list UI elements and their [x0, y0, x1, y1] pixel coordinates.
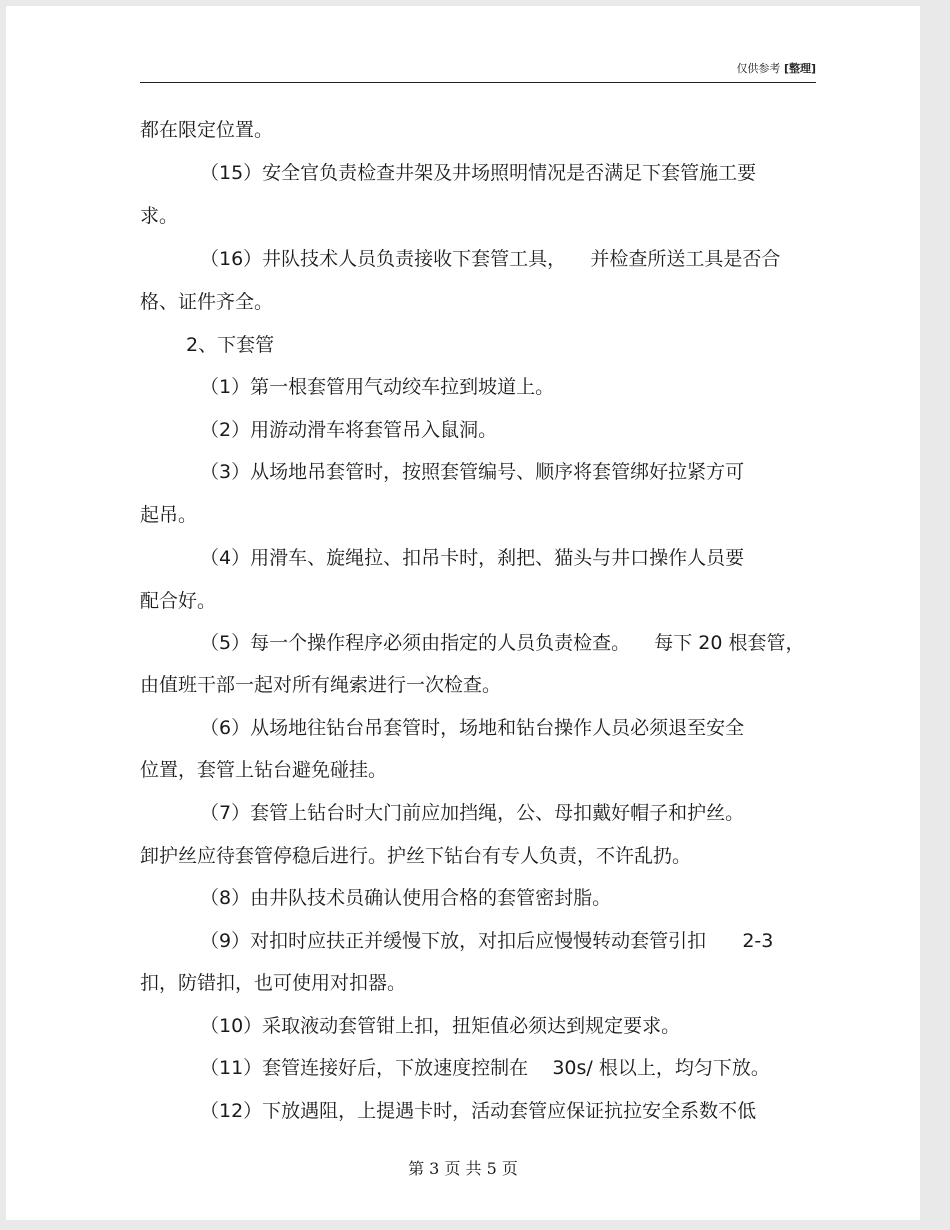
body-line: 位置，套管上钻台避免碰挂。	[140, 759, 388, 781]
body-line: 由值班干部一起对所有绳索进行一次检查。	[140, 674, 502, 696]
body-line: 配合好。	[140, 590, 217, 612]
body-line: （1）第一根套管用气动绞车拉到坡道上。	[200, 376, 555, 398]
body-line: 都在限定位置。	[140, 119, 274, 141]
body-line: （8）由井队技术员确认使用合格的套管密封脂。	[200, 887, 612, 909]
body-line: （9）对扣时应扶正并缓慢下放，对扣后应慢慢转动套管引扣 2-3	[200, 930, 774, 952]
body-line: 格、证件齐全。	[140, 291, 274, 313]
body-line: 起吊。	[140, 504, 198, 526]
body-line: （15）安全官负责检查井架及井场照明情况是否满足下套管施工要	[200, 162, 757, 184]
page-number-footer: 第 3 页 共 5 页	[408, 1159, 518, 1178]
section-heading: 2、下套管	[186, 334, 275, 356]
page-header	[140, 62, 816, 83]
body-line: （16）井队技术人员负责接收下套管工具， 并检查所送工具是否合	[200, 248, 781, 270]
body-line: （11）套管连接好后，下放速度控制在 30s/ 根以上，均匀下放。	[200, 1057, 770, 1079]
header-note	[736, 62, 816, 76]
body-line: 求。	[140, 205, 179, 227]
body-line: （7）套管上钻台时大门前应加挡绳，公、母扣戴好帽子和护丝。	[200, 802, 745, 824]
body-line: （12）下放遇阻，上提遇卡时，活动套管应保证抗拉安全系数不低	[200, 1100, 757, 1122]
body-line: （10）采取液动套管钳上扣，扭矩值必须达到规定要求。	[200, 1015, 681, 1037]
body-line: （5）每一个操作程序必须由指定的人员负责检查。 每下 20 根套管，	[200, 632, 805, 654]
body-line: （2）用游动滑车将套管吊入鼠洞。	[200, 419, 498, 441]
header-bracket-text: [整理]	[783, 62, 816, 75]
body-line: （6）从场地往钻台吊套管时，场地和钻台操作人员必须退至安全	[200, 717, 745, 739]
body-line: （3）从场地吊套管时，按照套管编号、顺序将套管绑好拉紧方可	[200, 461, 745, 483]
document-page	[6, 6, 920, 1220]
body-line: 卸护丝应待套管停稳后进行。护丝下钻台有专人负责，不许乱扔。	[140, 845, 692, 867]
header-reference-text: 仅供参考	[736, 62, 781, 75]
body-line: （4）用滑车、旋绳拉、扣吊卡时，刹把、猫头与井口操作人员要	[200, 547, 745, 569]
body-line: 扣，防错扣，也可使用对扣器。	[140, 972, 407, 994]
